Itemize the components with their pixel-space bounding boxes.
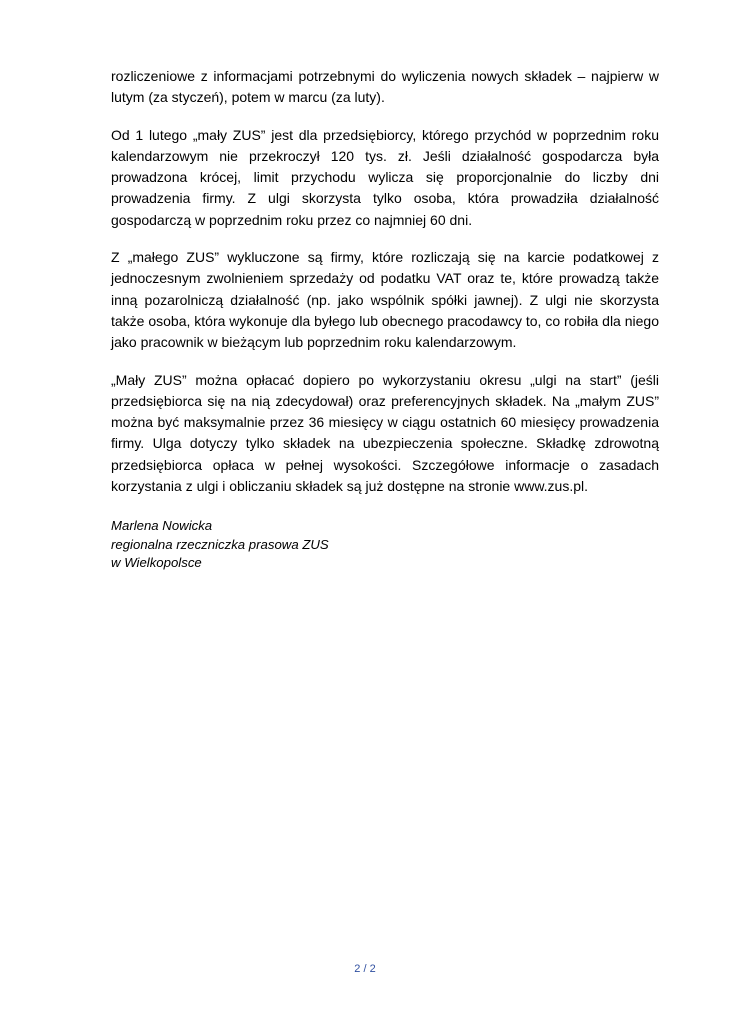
paragraph-eligibility: Od 1 lutego „mały ZUS” jest dla przedsiębiorcy, którego przychód w poprzednim roku kalendarzowym nie przekroczył 120 tys. zł. Jeśli działalność gospodarcza była prowadzona krócej, limit przychodu wylicza się proporcjonalnie do liczby dni prowadzenia firmy. Z ulgi skorzysta tylko osoba, która prowadziła działalność gospodarczą w poprzednim roku przez co najmniej 60 dni. (111, 126, 659, 228)
signature-location: w Wielkopolsce (111, 554, 202, 570)
paragraph-conditions: „Mały ZUS” można opłacać dopiero po wykorzystaniu okresu „ulgi na start” (jeśli przedsiębiorca się na nią zdecydował) oraz preferencyjnych składek. Na „małym ZUS” można być maksymalnie przez 36 miesięcy w ciągu ostatnich 60 miesięcy prowadzenia firmy. Ulga dotyczy tylko składek na ubezpieczenia społeczne. Składkę zdrowotną przedsiębiorca opłaca w pełnej wysokości. Szczegółowe informacje o zasadach korzystania z ulgi i obliczaniu składek są już dostępne na stronie www.zus.pl. (111, 371, 659, 495)
signature-name: Marlena Nowicka (111, 518, 213, 534)
signature-block (111, 517, 659, 572)
paragraph-continuation: rozliczeniowe z informacjami potrzebnymi do wyliczenia nowych składek – najpierw w lutym (za styczeń), potem w marcu (za luty). (111, 68, 659, 106)
signature-role: regionalna rzeczniczka prasowa ZUS (111, 536, 329, 552)
paragraph-exclusions: Z „małego ZUS” wykluczone są firmy, które rozliczają się na karcie podatkowej z jednoczesnym zwolnieniem sprzedaży od podatku VAT oraz te, które prowadzą także inną pozarolniczą działalność (np. jako wspólnik spółki jawnej). Z ulgi nie skorzysta także osoba, która wykonuje dla byłego lub obecnego pracodawcy to, co robiła dla niego jako pracownik w bieżącym lub poprzednim roku kalendarzowym. (111, 249, 659, 351)
document-body (111, 66, 659, 572)
page-number: 2 / 2 (354, 963, 376, 975)
